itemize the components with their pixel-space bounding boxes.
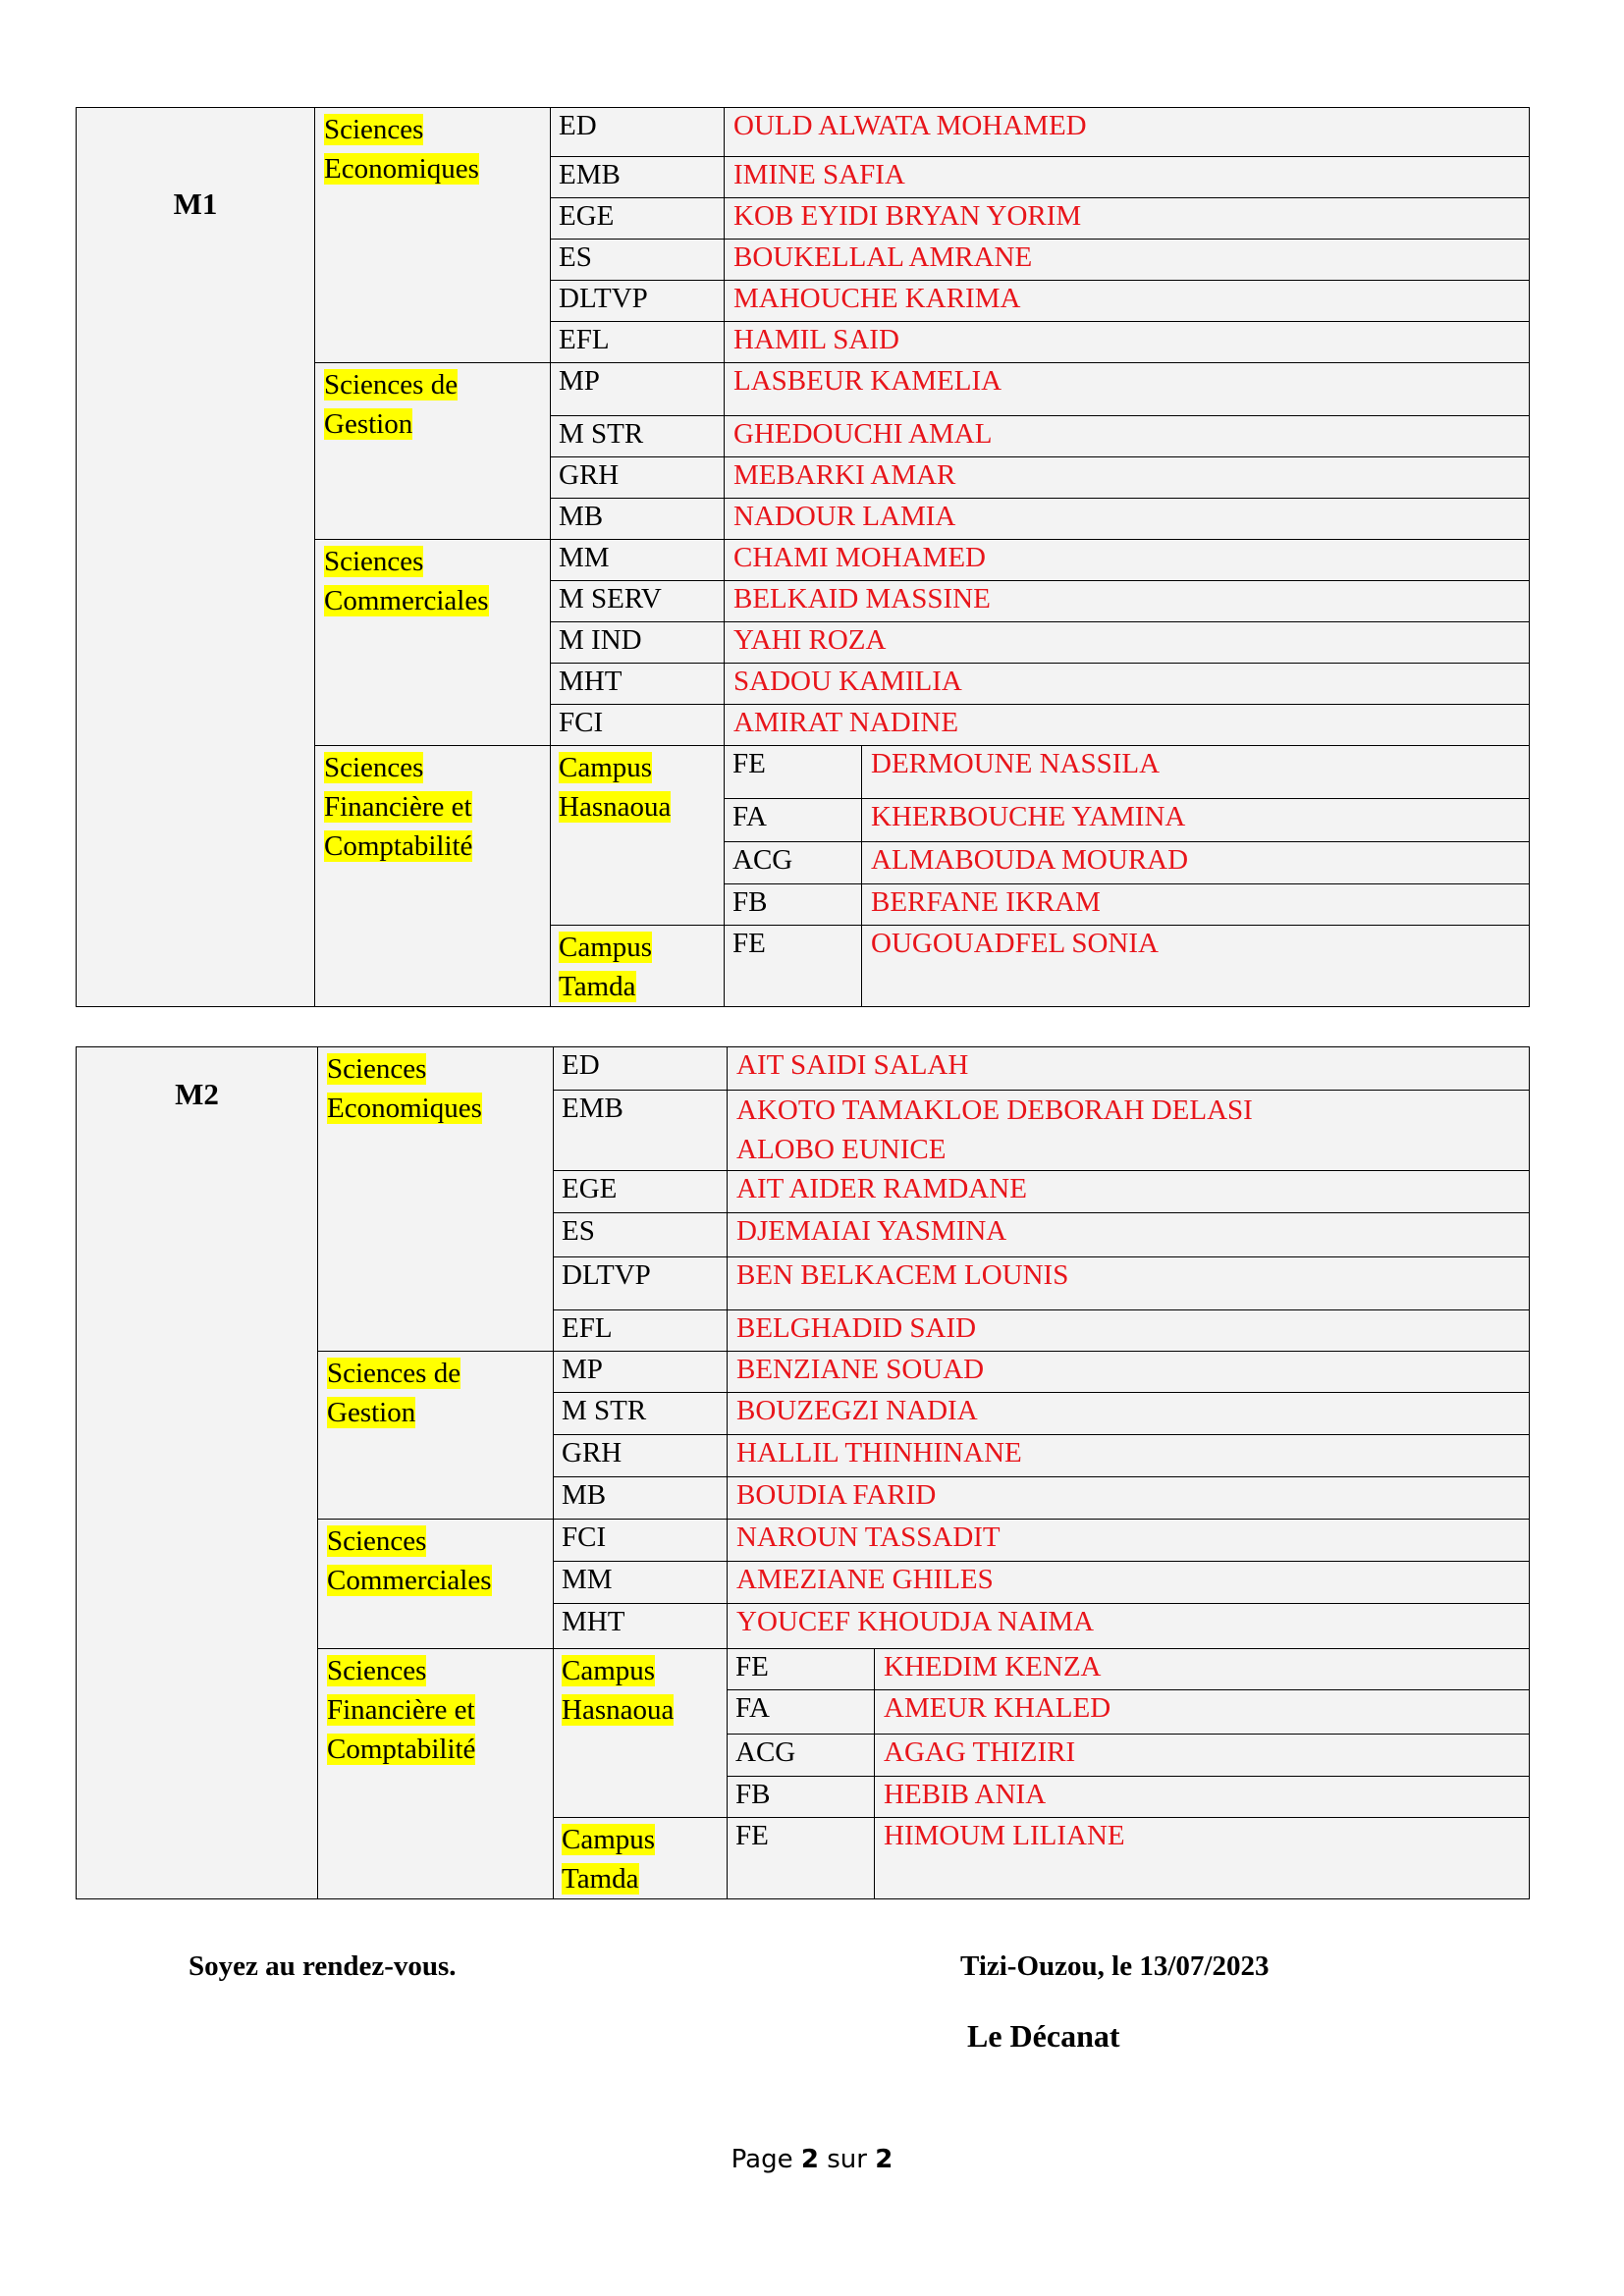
responsible-name: HAMIL SAID — [725, 322, 1530, 363]
area-cell — [315, 363, 551, 540]
area-label: Economiques — [324, 153, 479, 185]
responsible-name: DERMOUNE NASSILA — [862, 746, 1530, 799]
area-label: Sciences de — [327, 1358, 461, 1389]
closing-note: Soyez au rendez-vous. — [189, 1950, 457, 1982]
responsible-name: BOUDIA FARID — [728, 1477, 1530, 1520]
program-code: FA — [728, 1690, 875, 1735]
responsible-name: HEBIB ANIA — [875, 1777, 1530, 1818]
responsible-name: AGAG THIZIRI — [875, 1735, 1530, 1777]
area-label: Financière et — [327, 1694, 475, 1726]
responsible-name: KHERBOUCHE YAMINA — [862, 799, 1530, 842]
program-code: MB — [554, 1477, 728, 1520]
campus-label: Tamda — [559, 971, 636, 1002]
program-code: FE — [728, 1818, 875, 1899]
program-code: MM — [554, 1562, 728, 1604]
m1-table — [76, 107, 1530, 1007]
area-cell — [315, 108, 551, 363]
program-code: GRH — [551, 457, 725, 499]
area-cell — [318, 1352, 554, 1520]
responsible-name: ALMABOUDA MOURAD — [862, 842, 1530, 884]
campus-label: Hasnaoua — [559, 791, 672, 823]
program-code: DLTVP — [554, 1257, 728, 1310]
program-code: M SERV — [551, 581, 725, 622]
area-label: Gestion — [327, 1397, 416, 1428]
program-code: FA — [725, 799, 862, 842]
campus-label: Campus — [559, 752, 653, 783]
responsible-name: BOUZEGZI NADIA — [728, 1393, 1530, 1435]
area-label: Sciences — [324, 114, 424, 145]
responsible-name: KOB EYIDI BRYAN YORIM — [725, 198, 1530, 240]
area-label: Comptabilité — [324, 830, 473, 862]
campus-cell — [554, 1649, 728, 1818]
responsible-name: IMINE SAFIA — [725, 157, 1530, 198]
campus-cell — [554, 1818, 728, 1899]
program-code: MM — [551, 540, 725, 581]
responsible-name: MAHOUCHE KARIMA — [725, 281, 1530, 322]
area-label: Sciences — [327, 1053, 427, 1085]
page-current: 2 — [800, 2145, 819, 2174]
responsible-name: DJEMAIAI YASMINA — [728, 1213, 1530, 1257]
responsible-name: HIMOUM LILIANE — [875, 1818, 1530, 1899]
responsible-name: AIT AIDER RAMDANE — [728, 1171, 1530, 1213]
area-label: Economiques — [327, 1093, 482, 1124]
responsible-name: YOUCEF KHOUDJA NAIMA — [728, 1604, 1530, 1649]
program-code: M STR — [551, 416, 725, 457]
responsible-name: KHEDIM KENZA — [875, 1649, 1530, 1690]
responsible-name: OUGOUADFEL SONIA — [862, 926, 1530, 1007]
program-code: ED — [551, 108, 725, 157]
area-cell — [318, 1047, 554, 1352]
campus-label: Campus — [562, 1655, 656, 1686]
responsible-name: NAROUN TASSADIT — [728, 1520, 1530, 1562]
program-code: EFL — [551, 322, 725, 363]
area-cell — [318, 1520, 554, 1649]
responsible-name: NADOUR LAMIA — [725, 499, 1530, 540]
area-label: Gestion — [324, 408, 413, 440]
page-prefix: Page — [731, 2145, 793, 2174]
program-code: ACG — [725, 842, 862, 884]
responsible-name: BELGHADID SAID — [728, 1310, 1530, 1352]
program-code: MHT — [551, 664, 725, 705]
program-code: DLTVP — [551, 281, 725, 322]
responsible-name: CHAMI MOHAMED — [725, 540, 1530, 581]
program-code: FCI — [551, 705, 725, 746]
level-cell — [77, 1047, 318, 1899]
program-code: M STR — [554, 1393, 728, 1435]
responsible-name: ALOBO EUNICE — [736, 1134, 947, 1165]
responsible-name: YAHI ROZA — [725, 622, 1530, 664]
program-code: ES — [554, 1213, 728, 1257]
program-code: FE — [725, 746, 862, 799]
area-cell — [318, 1649, 554, 1899]
place-date: Tizi-Ouzou, le 13/07/2023 — [960, 1950, 1270, 1982]
campus-cell — [551, 746, 725, 926]
program-code: M IND — [551, 622, 725, 664]
responsible-name: OULD ALWATA MOHAMED — [725, 108, 1530, 157]
program-code: EGE — [554, 1171, 728, 1213]
area-label: Commerciales — [324, 585, 489, 616]
program-code: FCI — [554, 1520, 728, 1562]
program-code: MB — [551, 499, 725, 540]
program-code: FE — [725, 926, 862, 1007]
program-code: GRH — [554, 1435, 728, 1477]
responsible-name: AKOTO TAMAKLOE DEBORAH DELASI — [736, 1095, 1253, 1126]
area-label: Sciences de — [324, 369, 459, 400]
campus-label: Campus — [559, 932, 653, 963]
area-label: Sciences — [327, 1525, 427, 1557]
program-code: FB — [728, 1777, 875, 1818]
area-cell — [315, 540, 551, 746]
responsible-name: SADOU KAMILIA — [725, 664, 1530, 705]
program-code: FE — [728, 1649, 875, 1690]
signature: Le Décanat — [967, 2018, 1120, 2054]
responsible-name: GHEDOUCHI AMAL — [725, 416, 1530, 457]
campus-label: Hasnaoua — [562, 1694, 675, 1726]
responsible-name: HALLIL THINHINANE — [728, 1435, 1530, 1477]
campus-cell — [551, 926, 725, 1007]
area-label: Sciences — [327, 1655, 427, 1686]
area-label: Comptabilité — [327, 1734, 476, 1765]
area-label: Financière et — [324, 791, 472, 823]
responsible-name: LASBEUR KAMELIA — [725, 363, 1530, 416]
responsible-name: BERFANE IKRAM — [862, 884, 1530, 926]
m2-table — [76, 1046, 1530, 1899]
program-code: EMB — [554, 1091, 728, 1171]
program-code: ACG — [728, 1735, 875, 1777]
program-code: EGE — [551, 198, 725, 240]
program-code: FB — [725, 884, 862, 926]
page-total: 2 — [875, 2145, 893, 2174]
responsible-name: BELKAID MASSINE — [725, 581, 1530, 622]
area-label: Commerciales — [327, 1565, 492, 1596]
program-code: EMB — [551, 157, 725, 198]
area-label: Sciences — [324, 752, 424, 783]
area-cell — [315, 746, 551, 1007]
program-code: EFL — [554, 1310, 728, 1352]
campus-label: Campus — [562, 1824, 656, 1855]
level-cell — [77, 108, 315, 1007]
responsible-name: AMIRAT NADINE — [725, 705, 1530, 746]
responsible-name-group — [728, 1091, 1530, 1171]
page-number — [0, 2145, 1624, 2174]
responsible-name: BENZIANE SOUAD — [728, 1352, 1530, 1393]
level-label: M2 — [175, 1077, 219, 1111]
program-code: MP — [551, 363, 725, 416]
page-middle: sur — [827, 2145, 867, 2174]
responsible-name: BOUKELLAL AMRANE — [725, 240, 1530, 281]
program-code: ED — [554, 1047, 728, 1091]
responsible-name: AIT SAIDI SALAH — [728, 1047, 1530, 1091]
responsible-name: MEBARKI AMAR — [725, 457, 1530, 499]
responsible-name: BEN BELKACEM LOUNIS — [728, 1257, 1530, 1310]
responsible-name: AMEUR KHALED — [875, 1690, 1530, 1735]
program-code: MHT — [554, 1604, 728, 1649]
program-code: ES — [551, 240, 725, 281]
level-label: M1 — [173, 187, 218, 221]
area-label: Sciences — [324, 546, 424, 577]
campus-label: Tamda — [562, 1863, 639, 1895]
program-code: MP — [554, 1352, 728, 1393]
responsible-name: AMEZIANE GHILES — [728, 1562, 1530, 1604]
